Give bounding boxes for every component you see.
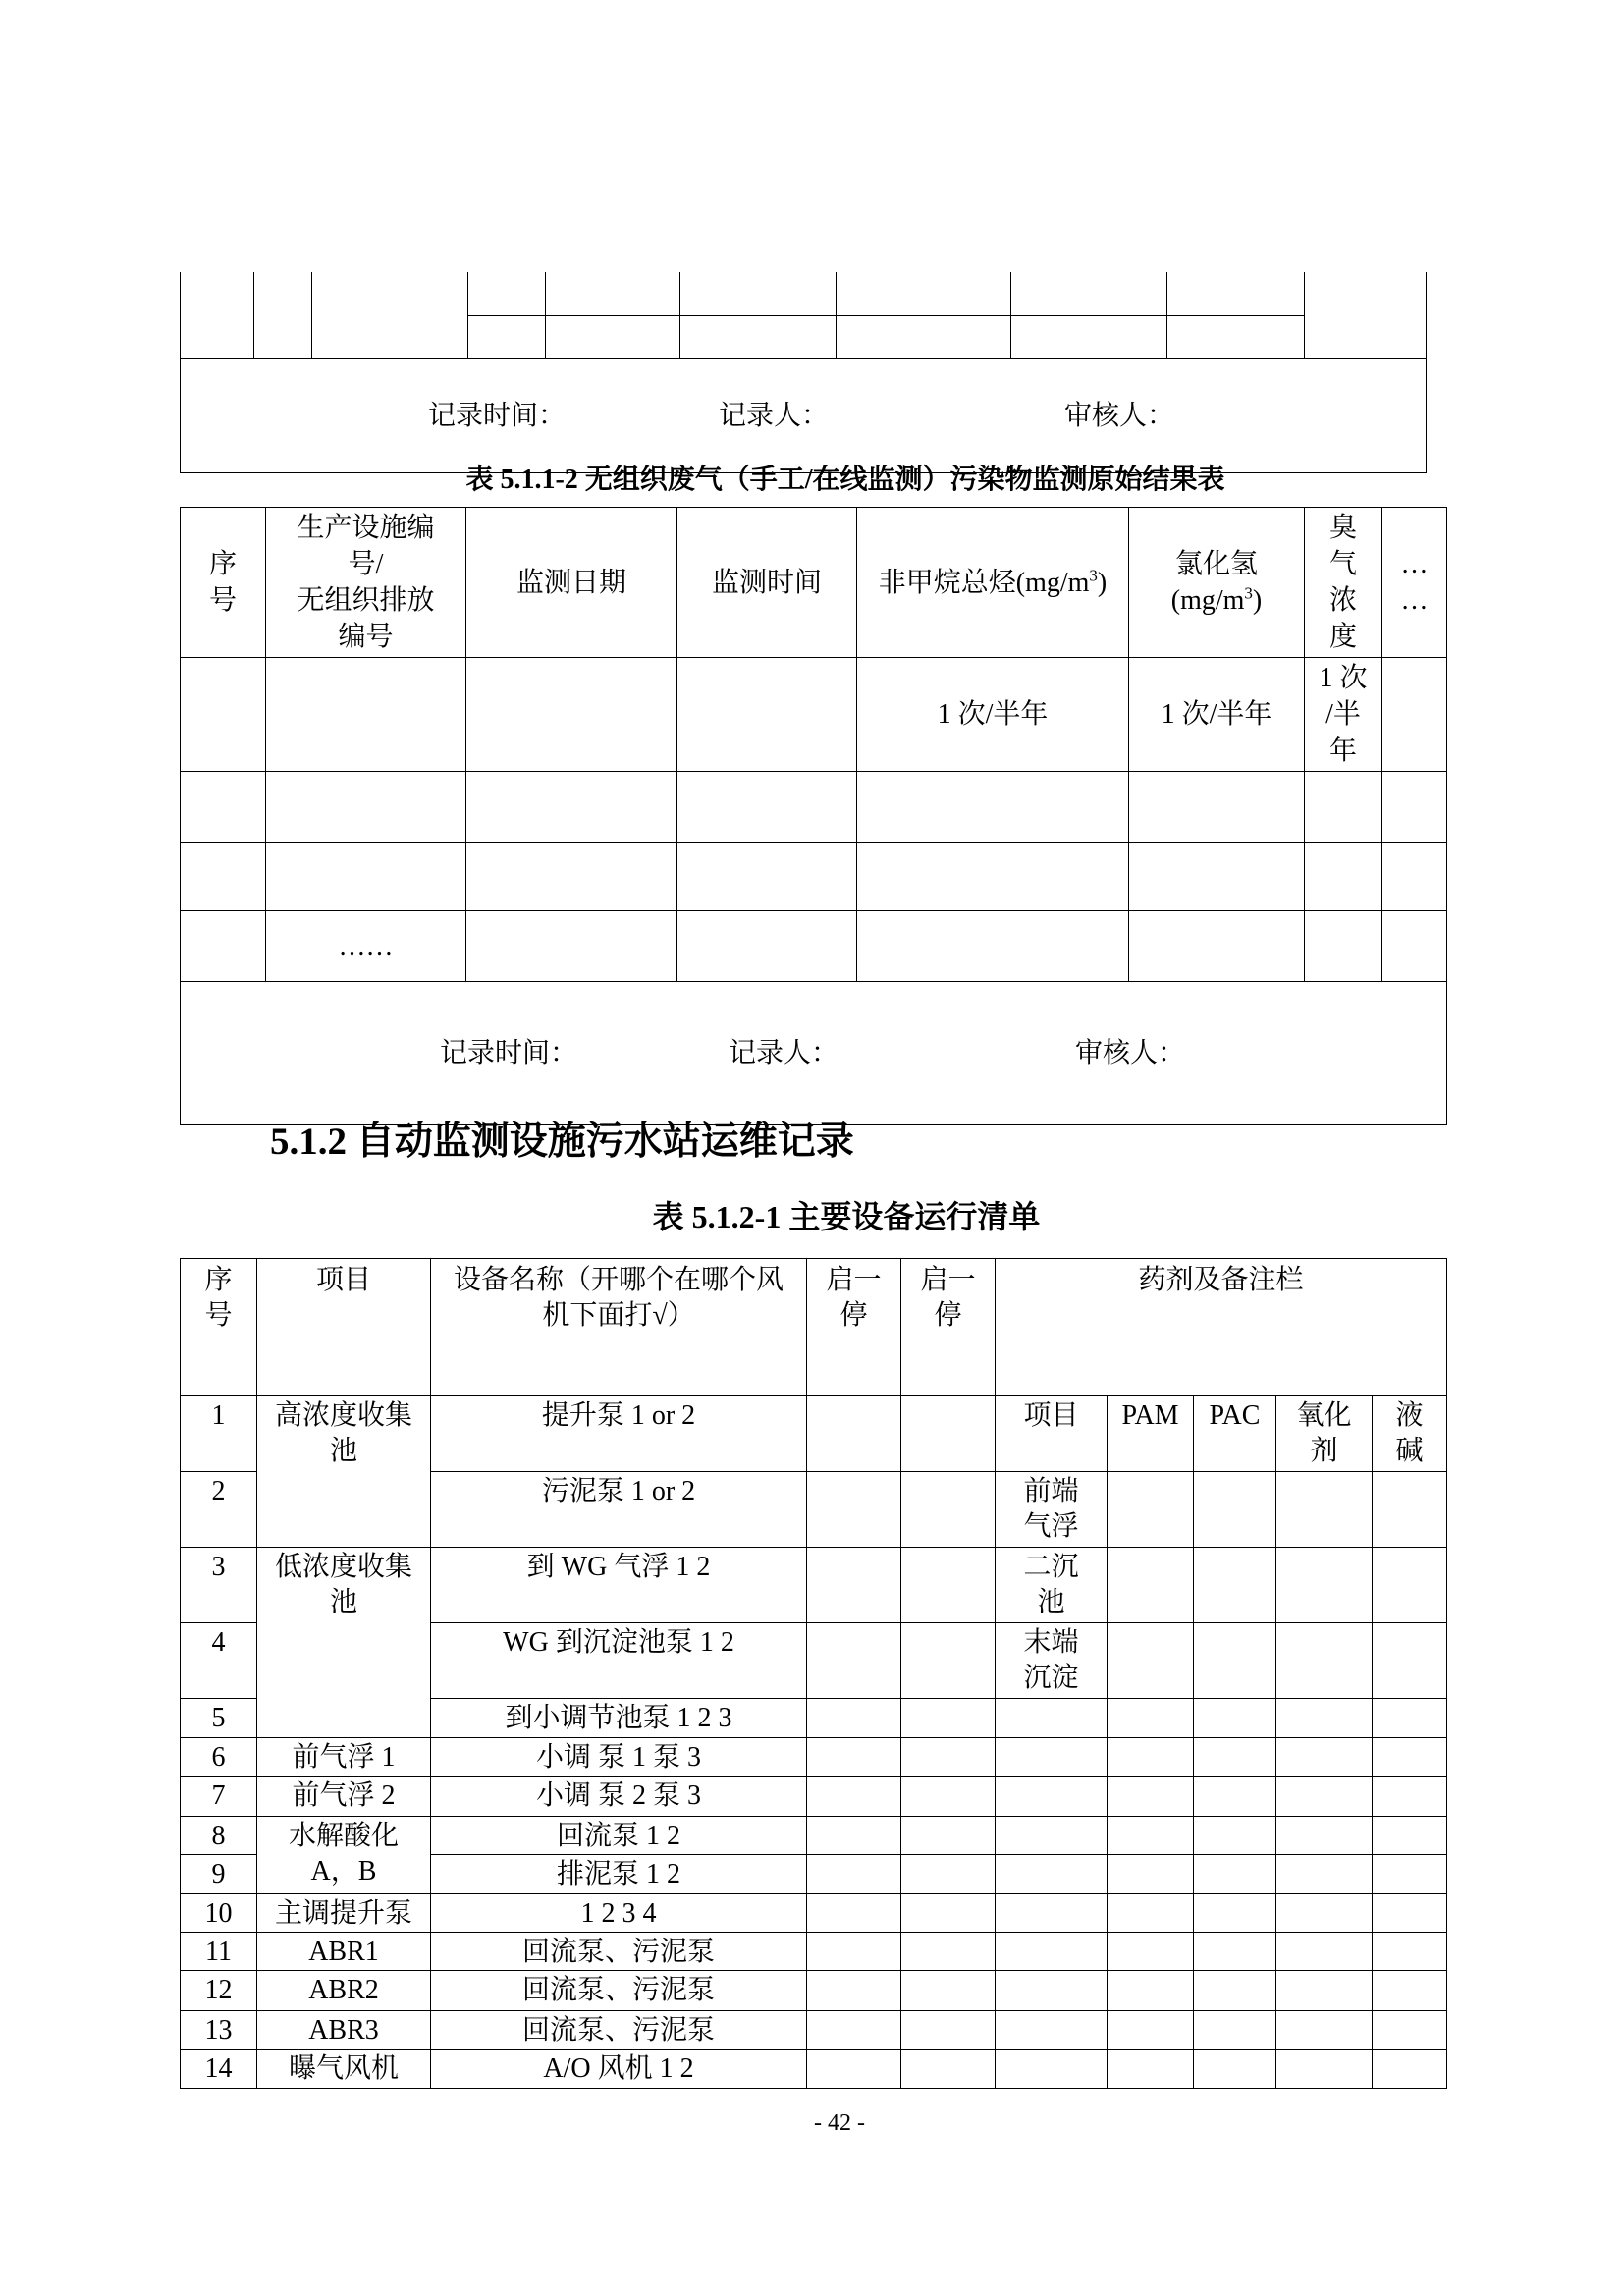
header-seq: 序 号 [181, 1259, 257, 1396]
empty-cell [468, 315, 546, 358]
table-row [181, 658, 1447, 772]
header-equipment: 设备名称（开哪个在哪个风 机下面打√） [431, 1259, 807, 1396]
item-cell: 低浓度收集 池 [257, 1548, 431, 1738]
seq-cell: 6 [181, 1738, 257, 1777]
start-stop-cell [901, 1623, 996, 1699]
reagent-cell [996, 1738, 1108, 1777]
reviewer-label: 审核人： [1064, 400, 1175, 431]
start-stop-cell [901, 2050, 996, 2089]
table-header-row [181, 508, 1447, 658]
reagent-cell [1276, 1472, 1373, 1548]
empty-cell [181, 772, 266, 843]
table-row [181, 1738, 1447, 1777]
record-time-label: 记录时间： [440, 1038, 578, 1068]
table-row [181, 272, 1427, 315]
table-footer-row [181, 358, 1427, 472]
start-stop-cell [807, 1971, 901, 2011]
fugitive-gas-monitoring-table [180, 507, 1447, 1125]
empty-cell [181, 272, 254, 358]
header-item: 项目 [257, 1259, 431, 1396]
reagent-cell [1276, 1894, 1373, 1933]
empty-cell [1305, 911, 1382, 982]
header-start-stop: 启一 停 [901, 1259, 996, 1396]
reagent-cell [1373, 1472, 1447, 1548]
item-cell: 水解酸化 A，B [257, 1817, 431, 1894]
empty-cell [837, 315, 1011, 358]
reagent-cell [996, 1933, 1108, 1971]
header-hcl [1129, 508, 1305, 658]
empty-cell [680, 272, 837, 315]
seq-cell: 8 [181, 1817, 257, 1855]
empty-cell [677, 911, 857, 982]
reagent-cell [1194, 1699, 1276, 1738]
empty-cell [546, 272, 680, 315]
equipment-cell: 1 2 3 4 [431, 1894, 807, 1933]
table-row [181, 1894, 1447, 1933]
reagent-cell [1276, 1738, 1373, 1777]
reagent-cell [1108, 1548, 1194, 1623]
equipment-cell: A/O 风机 1 2 [431, 2050, 807, 2089]
reagent-cell [996, 1894, 1108, 1933]
empty-cell [857, 911, 1129, 982]
header-seq: 序 号 [181, 508, 266, 658]
empty-cell [468, 272, 546, 315]
previous-table-continuation [180, 272, 1427, 473]
header-hcl-name: 氯化氢 [1174, 549, 1258, 579]
reagent-cell [1276, 1777, 1373, 1817]
reagent-cell [1373, 1971, 1447, 2011]
recorder-label: 记录人： [729, 1038, 839, 1068]
table-row [181, 1971, 1447, 2011]
empty-cell [466, 772, 677, 843]
reagent-cell [1194, 1933, 1276, 1971]
reagent-cell [1373, 2050, 1447, 2089]
empty-cell [466, 911, 677, 982]
reagent-stage-label: 末端 沉淀 [996, 1623, 1108, 1699]
empty-cell [1382, 658, 1447, 772]
reagent-cell [1276, 1971, 1373, 2011]
item-cell: ABR2 [257, 1971, 431, 2011]
reagent-cell [1194, 1548, 1276, 1623]
start-stop-cell [807, 1623, 901, 1699]
start-stop-cell [901, 1396, 996, 1472]
reagent-cell [1373, 1623, 1447, 1699]
table-row [181, 2050, 1447, 2089]
seq-cell: 12 [181, 1971, 257, 2011]
record-footer [181, 1018, 1446, 1088]
recorder-label: 记录人： [719, 400, 830, 431]
reagent-cell [1276, 1933, 1373, 1971]
table-row [181, 1933, 1447, 1971]
reagent-cell [1108, 1817, 1194, 1855]
empty-cell [677, 843, 857, 911]
start-stop-cell [901, 1738, 996, 1777]
table-row [181, 1777, 1447, 1817]
equipment-cell: WG 到沉淀池泵 1 2 [431, 1623, 807, 1699]
record-footer [181, 396, 1426, 436]
reagent-cell [1194, 1855, 1276, 1894]
empty-cell [1129, 843, 1305, 911]
start-stop-cell [901, 1894, 996, 1933]
reagent-cell [996, 1817, 1108, 1855]
empty-cell [466, 658, 677, 772]
start-stop-cell [901, 1472, 996, 1548]
empty-cell [181, 843, 266, 911]
empty-cell [677, 772, 857, 843]
start-stop-cell [901, 1971, 996, 2011]
empty-cell [312, 272, 468, 358]
table-caption: 表 5.1.2-1 主要设备运行清单 [652, 1199, 1041, 1234]
reagent-cell [1108, 2011, 1194, 2050]
start-stop-cell [901, 1699, 996, 1738]
reagent-cell [1194, 1817, 1276, 1855]
reagent-cell [1108, 1971, 1194, 2011]
reagent-cell [1194, 1472, 1276, 1548]
seq-cell: 5 [181, 1699, 257, 1738]
reagent-cell [1194, 1738, 1276, 1777]
reagent-stage-label: 前端 气浮 [996, 1472, 1108, 1548]
empty-cell [677, 658, 857, 772]
reagent-cell [1194, 2011, 1276, 2050]
seq-cell: 11 [181, 1933, 257, 1971]
reagent-cell [1108, 1699, 1194, 1738]
reagent-stage-label: 二沉 池 [996, 1548, 1108, 1623]
seq-cell: 14 [181, 2050, 257, 2089]
empty-cell [1129, 772, 1305, 843]
reagent-cell [996, 1971, 1108, 2011]
empty-cell [1305, 772, 1382, 843]
empty-cell [266, 772, 466, 843]
equipment-cell: 回流泵、污泥泵 [431, 2011, 807, 2050]
start-stop-cell [807, 1548, 901, 1623]
equipment-cell: 排泥泵 1 2 [431, 1855, 807, 1894]
start-stop-cell [807, 1894, 901, 1933]
equipment-cell: 小调 泵 2 泵 3 [431, 1777, 807, 1817]
empty-cell [254, 272, 312, 358]
reagent-header-pam: PAM [1108, 1396, 1194, 1472]
record-footer-cell [181, 982, 1447, 1125]
empty-cell [466, 843, 677, 911]
reagent-cell [1276, 2011, 1373, 2050]
reagent-cell [996, 2050, 1108, 2089]
seq-cell: 2 [181, 1472, 257, 1548]
item-cell: 曝气风机 [257, 2050, 431, 2089]
header-date: 监测日期 [466, 508, 677, 658]
start-stop-cell [807, 1817, 901, 1855]
reagent-cell [1373, 2011, 1447, 2050]
superscript: 3 [1244, 583, 1253, 603]
empty-cell [1382, 911, 1447, 982]
empty-cell [181, 658, 266, 772]
equipment-cell: 提升泵 1 or 2 [431, 1396, 807, 1472]
start-stop-cell [901, 2011, 996, 2050]
seq-cell: 7 [181, 1777, 257, 1817]
reagent-cell [1276, 1699, 1373, 1738]
table-row [181, 1817, 1447, 1855]
equipment-cell: 回流泵 1 2 [431, 1817, 807, 1855]
start-stop-cell [807, 1396, 901, 1472]
reagent-cell [1108, 1623, 1194, 1699]
empty-cell [857, 772, 1129, 843]
seq-cell: 10 [181, 1894, 257, 1933]
reagent-cell [1108, 1738, 1194, 1777]
seq-cell: 9 [181, 1855, 257, 1894]
superscript: 3 [1089, 566, 1098, 585]
item-cell: ABR3 [257, 2011, 431, 2050]
reagent-cell [1194, 2050, 1276, 2089]
start-stop-cell [807, 1699, 901, 1738]
empty-cell [1305, 843, 1382, 911]
section-heading: 5.1.2 自动监测设施污水站运维记录 [270, 1121, 854, 1163]
reagent-cell [996, 1777, 1108, 1817]
equipment-cell: 污泥泵 1 or 2 [431, 1472, 807, 1548]
reagent-cell [996, 1699, 1108, 1738]
record-footer-cell [181, 358, 1427, 472]
header-hcl-close: ) [1252, 585, 1263, 616]
start-stop-cell [807, 2011, 901, 2050]
ellipsis-cell: …… [266, 911, 466, 982]
reagent-cell [1108, 1855, 1194, 1894]
equipment-cell: 回流泵、污泥泵 [431, 1933, 807, 1971]
page-number: - 42 - [814, 2110, 865, 2136]
start-stop-cell [807, 1933, 901, 1971]
start-stop-cell [807, 2050, 901, 2089]
reagent-cell [996, 2011, 1108, 2050]
table-header-row [181, 1259, 1447, 1396]
reagent-cell [1108, 1777, 1194, 1817]
reagent-cell [1276, 1623, 1373, 1699]
header-reagent-notes: 药剂及备注栏 [996, 1259, 1447, 1396]
empty-cell [1011, 272, 1167, 315]
start-stop-cell [807, 1777, 901, 1817]
table-caption: 表 5.1.1-2 无组织废气（手工/在线监测）污染物监测原始结果表 [465, 465, 1225, 495]
item-cell: 前气浮 1 [257, 1738, 431, 1777]
empty-cell [1167, 315, 1305, 358]
reagent-cell [1194, 1971, 1276, 2011]
header-facility-id: 生产设施编 号/ 无组织排放 编号 [266, 508, 466, 658]
empty-cell [1167, 272, 1305, 315]
record-time-label: 记录时间： [428, 400, 567, 431]
item-cell: 高浓度收集 池 [257, 1396, 431, 1548]
empty-cell [181, 911, 266, 982]
table-row [181, 843, 1447, 911]
reagent-cell [1276, 1855, 1373, 1894]
reagent-cell [1373, 1933, 1447, 1971]
reagent-cell [996, 1855, 1108, 1894]
table-footer-row [181, 982, 1447, 1125]
header-hcl-unit-text: (mg/m [1170, 585, 1245, 616]
reagent-cell [1108, 2050, 1194, 2089]
empty-cell [1011, 315, 1167, 358]
reagent-cell [1194, 1623, 1276, 1699]
header-hcl-unit [1129, 582, 1304, 619]
seq-cell: 13 [181, 2011, 257, 2050]
reagent-cell [1373, 1699, 1447, 1738]
reagent-cell [1194, 1777, 1276, 1817]
item-cell: ABR1 [257, 1933, 431, 1971]
header-odor: 臭 气 浓 度 [1305, 508, 1382, 658]
reagent-cell [1108, 1472, 1194, 1548]
equipment-cell: 到 WG 气浮 1 2 [431, 1548, 807, 1623]
seq-cell: 4 [181, 1623, 257, 1699]
table-row [181, 1548, 1447, 1623]
nmhc-frequency-cell: 1 次/半年 [857, 658, 1129, 772]
empty-cell [1382, 772, 1447, 843]
empty-cell [857, 843, 1129, 911]
item-cell: 主调提升泵 [257, 1894, 431, 1933]
reagent-cell [1194, 1894, 1276, 1933]
empty-cell [546, 315, 680, 358]
empty-cell [1382, 843, 1447, 911]
table-row [181, 2011, 1447, 2050]
table-row [181, 1396, 1447, 1472]
start-stop-cell [901, 1548, 996, 1623]
reagent-cell [1108, 1894, 1194, 1933]
reagent-cell [1373, 1855, 1447, 1894]
start-stop-cell [807, 1738, 901, 1777]
reagent-cell [1276, 2050, 1373, 2089]
start-stop-cell [901, 1855, 996, 1894]
odor-frequency-cell: 1 次 /半 年 [1305, 658, 1382, 772]
reagent-cell [1276, 1548, 1373, 1623]
header-nmhc-text: 非甲烷总烃(mg/m [878, 567, 1090, 598]
reagent-cell [1373, 1738, 1447, 1777]
equipment-operation-table [180, 1258, 1447, 2089]
seq-cell: 3 [181, 1548, 257, 1623]
reagent-header-oxidant: 氧化 剂 [1276, 1396, 1373, 1472]
header-time: 监测时间 [677, 508, 857, 658]
reagent-cell [1373, 1817, 1447, 1855]
equipment-cell: 回流泵、污泥泵 [431, 1971, 807, 2011]
start-stop-cell [901, 1777, 996, 1817]
reagent-cell [1108, 1933, 1194, 1971]
table-row [181, 911, 1447, 982]
reagent-cell [1373, 1548, 1447, 1623]
reagent-header-pac: PAC [1194, 1396, 1276, 1472]
equipment-cell: 小调 泵 1 泵 3 [431, 1738, 807, 1777]
empty-cell [266, 843, 466, 911]
header-nmhc-close: ) [1097, 567, 1108, 598]
start-stop-cell [901, 1817, 996, 1855]
equipment-cell: 到小调节池泵 1 2 3 [431, 1699, 807, 1738]
seq-cell: 1 [181, 1396, 257, 1472]
reviewer-label: 审核人： [1075, 1038, 1186, 1068]
empty-cell [1129, 911, 1305, 982]
header-more: … … [1382, 508, 1447, 658]
empty-cell [1305, 272, 1427, 358]
start-stop-cell [807, 1472, 901, 1548]
reagent-header-lye: 液 碱 [1373, 1396, 1447, 1472]
table-row [181, 772, 1447, 843]
reagent-cell [1276, 1817, 1373, 1855]
hcl-frequency-cell: 1 次/半年 [1129, 658, 1305, 772]
start-stop-cell [901, 1933, 996, 1971]
empty-cell [266, 658, 466, 772]
reagent-header-item: 项目 [996, 1396, 1108, 1472]
empty-cell [680, 315, 837, 358]
start-stop-cell [807, 1855, 901, 1894]
header-start-stop: 启一 停 [807, 1259, 901, 1396]
empty-cell [837, 272, 1011, 315]
item-cell: 前气浮 2 [257, 1777, 431, 1817]
reagent-cell [1373, 1777, 1447, 1817]
reagent-cell [1373, 1894, 1447, 1933]
header-nmhc [857, 508, 1129, 658]
